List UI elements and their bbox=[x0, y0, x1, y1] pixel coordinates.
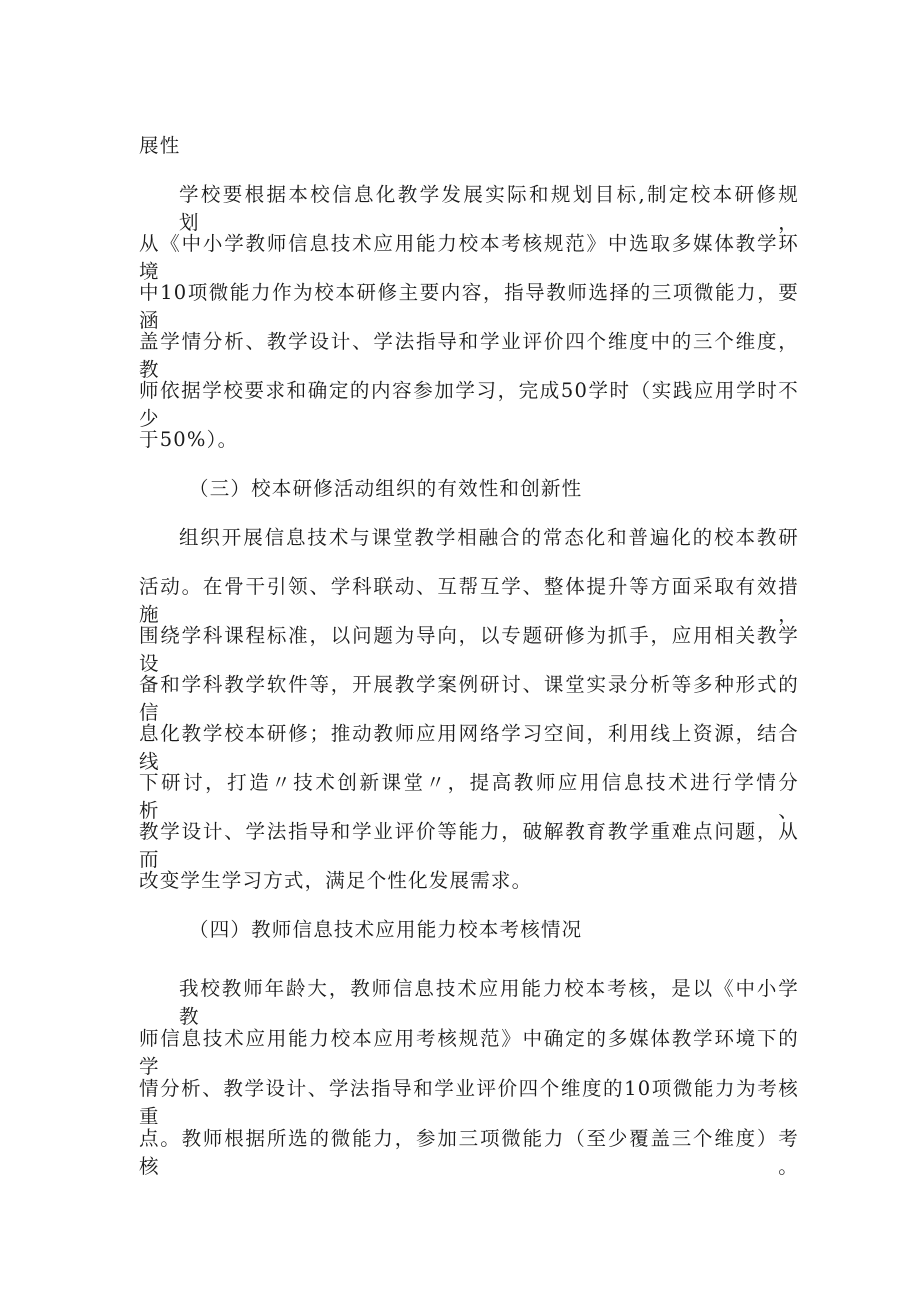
section-heading-4: （四）教师信息技术应用能力校本考核情况 bbox=[189, 918, 583, 941]
paragraph-line: 我校教师年龄大，教师信息技术应用能力校本考核，是以《中小学教 bbox=[179, 977, 799, 1028]
paragraph-line: 组织开展信息技术与课堂教学相融合的常态化和普遍化的校本教研 bbox=[179, 526, 799, 549]
paragraph-line: 下研讨，打造〃技术创新课堂〃，提高教师应用信息技术进行学情分析、 bbox=[139, 771, 799, 822]
paragraph-line: 点。教师根据所选的微能力，参加三项微能力（至少覆盖三个维度）考核。 bbox=[139, 1127, 799, 1178]
paragraph-line: 改变学生学习方式，满足个性化发展需求。 bbox=[139, 869, 533, 892]
paragraph-line: 围绕学科课程标准，以问题为导向，以专题研修为抓手，应用相关教学设 bbox=[139, 624, 799, 675]
paragraph-line: 活动。在骨干引领、学科联动、互帮互学、整体提升等方面采取有效措施， bbox=[139, 575, 799, 626]
paragraph-line: 备和学科教学软件等，开展教学案例研讨、课堂实录分析等多种形式的信 bbox=[139, 673, 799, 724]
paragraph-line: 中10项微能力作为校本研修主要内容，指导教师选择的三项微能力，要涵 bbox=[139, 281, 799, 332]
paragraph-line: 从《中小学教师信息技术应用能力校本考核规范》中选取多媒体教学环境 bbox=[139, 232, 799, 283]
paragraph-line: 师依据学校要求和确定的内容参加学习，完成50学时（实践应用学时不少 bbox=[139, 379, 799, 430]
paragraph-line: 情分析、教学设计、学法指导和学业评价四个维度的10项微能力为考核重 bbox=[139, 1077, 799, 1128]
paragraph-line: 师信息技术应用能力校本应用考核规范》中确定的多媒体教学环境下的学 bbox=[139, 1027, 799, 1078]
paragraph-line: 展性 bbox=[139, 134, 181, 157]
paragraph-line: 于50%）。 bbox=[139, 428, 239, 451]
paragraph-line: 盖学情分析、教学设计、学法指导和学业评价四个维度中的三个维度，教 bbox=[139, 330, 799, 381]
section-heading-3: （三）校本研修活动组织的有效性和创新性 bbox=[189, 477, 583, 500]
paragraph-line: 教学设计、学法指导和学业评价等能力，破解教育教学重难点问题，从而 bbox=[139, 820, 799, 871]
paragraph-line: 息化教学校本研修；推动教师应用网络学习空间，利用线上资源，结合线 bbox=[139, 722, 799, 773]
paragraph-line: 学校要根据本校信息化教学发展实际和规划目标,制定校本研修规划， bbox=[179, 183, 799, 234]
